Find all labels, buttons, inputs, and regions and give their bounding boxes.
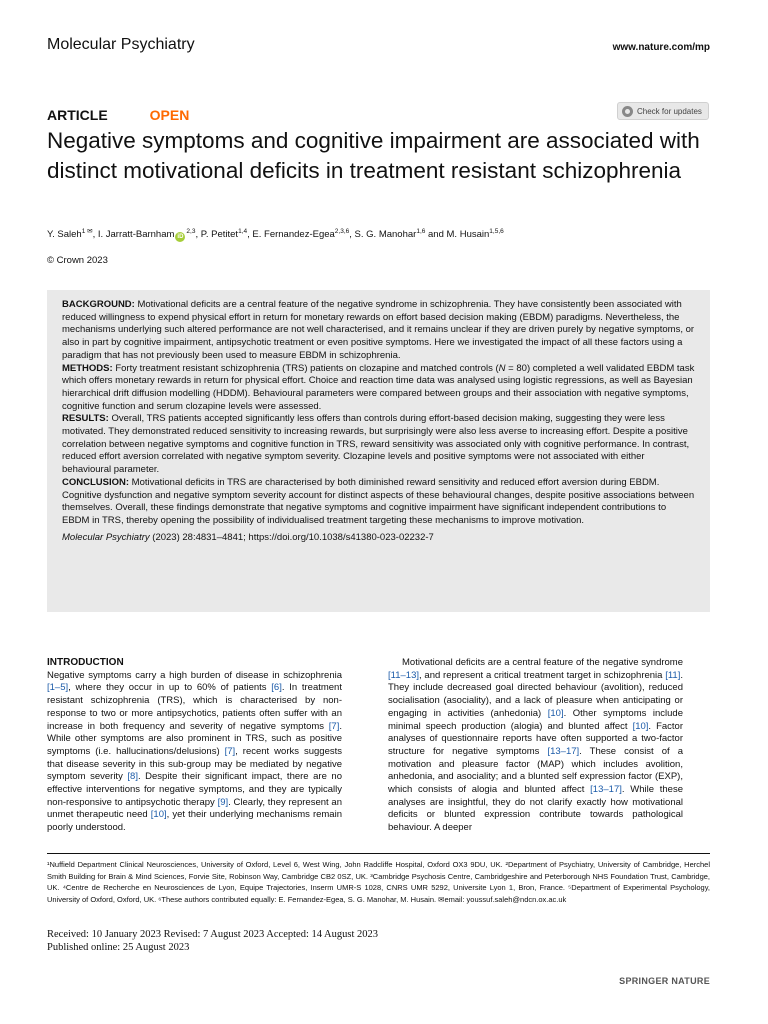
abstract-background: [62, 299, 696, 363]
journal-name: Molecular Psychiatry: [47, 36, 195, 53]
citation-journal: Molecular Psychiatry: [62, 531, 150, 543]
author-list: Y. Saleh$^{1 ✉}$, I. Jarratt-Barnham iD$^{2,3}$, P. Petitet$^{1,4}$, E. Fernandez-Egea$^{2,3,6}$, S. G. Manohar$^{1,6}$ and M. Husain$^{1,5,6}$: [47, 228, 504, 241]
abstract-results: [62, 413, 696, 477]
author-affiliation: 2,3: [186, 228, 196, 235]
reference-link[interactable]: [13–17]: [590, 784, 622, 796]
reference-link[interactable]: [11]: [665, 669, 681, 681]
article-title: Negative symptoms and cognitive impairment are associated with distinct motivational deficits in treatment resistant schizophrenia: [47, 128, 700, 183]
reference-link[interactable]: [9]: [217, 796, 229, 808]
abstract-conclusion: [62, 477, 696, 528]
copyright-notice: © Crown 2023: [47, 255, 108, 266]
section-heading-introduction: INTRODUCTION: [47, 657, 124, 668]
reference-link[interactable]: [10]: [547, 707, 564, 719]
intro-column-right: [388, 657, 683, 835]
background-label: BACKGROUND:: [62, 299, 135, 310]
published-date: Published online: 25 August 2023: [47, 942, 190, 953]
reference-link[interactable]: [13–17]: [547, 745, 580, 757]
methods-text-cont: = 80) completed a well validated EBDM task which offers monetary rewards in return for physical effort. Choice and reaction time data was analysed using logistic regressions, as well as Bayesian hierarchical drift diffusion modelling (HDDM). Behavioural parameters were compared between groups and their association with negative symptoms, cognitive function and serum clozapine levels were assessed.: [62, 362, 695, 412]
intro-paragraph-1: Negative symptoms carry a high burden of disease in schizophrenia [1–5], where they occur in up to 60% of patients [6]. In treatment resistant schizophrenia (TRS), which is characterised by non-response to two or more antipsychotics, patients often suffer with an increase in both frequency and severity of negative symptoms [7]. While other symptoms are also prominent in TRS, such as positive symptoms (i.e. hallucinations/delusions) [7], recent works suggests that disease severity in this sub-group may be mediated by negative symptom severity [8]. Despite their significant impact, there are no effective interventions for negative symptoms, and they are typically non-responsive to antipsychotic therapy [9]. Clearly, they represent an unmet therapeutic need [10], yet their underlying mechanisms remain poorly understood.: [47, 669, 343, 834]
author-name[interactable]: S. G. Manohar: [354, 229, 417, 241]
author-affiliation: 2,3,6: [334, 228, 350, 235]
methods-n: N: [498, 362, 506, 374]
conclusion-label: CONCLUSION:: [62, 476, 130, 488]
background-text: Motivational deficits are a central feature of the negative syndrome in schizophrenia. They have consistently been associated with reduced willingness to expend physical effort in return for monetary rewards on effort based decision making (EBDM) paradigms. Nevertheless, the mechanisms underlying such altered performance are not well characterised, and it remains unclear if they are driven purely by negative symptoms, or also in part by cognitive impairment, antipsychotic treatment or even positive symptoms. Here we investigated the impact of all these factors using a paradigm that has not previously been used to measure EBDM in schizophrenia.: [62, 299, 695, 361]
abstract-box: [47, 290, 710, 612]
methods-label: METHODS:: [62, 362, 113, 374]
abstract-citation: [62, 532, 696, 545]
reference-link[interactable]: [1–5]: [47, 682, 69, 694]
reference-link[interactable]: [7]: [224, 745, 236, 757]
methods-text: Forty treatment resistant schizophrenia (TRS) patients on clozapine and matched controls (: [115, 362, 499, 374]
journal-url-link[interactable]: www.nature.com/mp: [612, 42, 710, 53]
reference-link[interactable]: [10]: [150, 809, 167, 821]
footnote-divider: [47, 853, 710, 854]
intro-column-left: [47, 657, 342, 835]
conclusion-text: Motivational deficits in TRS are characterised by both diminished reward sensitivity and reduced effort aversion during EBDM. Cognitive dysfunction and negative symptom severity account for distinct aspects of these behavioural changes, despite positive associations between themselves. Overall, these findings demonstrate that negative symptoms and cognitive impairment have significant independent contributions to EBDM in TRS, thereby opening the possibility of individualised treatment targeting these mechanisms to improve motivation.: [62, 476, 695, 526]
abstract-methods: [62, 363, 696, 414]
results-text: Overall, TRS patients accepted significantly less offers than controls during effort-based decision making, suggesting they were less motivated. They demonstrated reduced sensitivity to increasing rewards, but surprisingly were also less averse to increasing effort. Despite a positive correlation between negative symptoms and cognitive function in TRS, reward sensitivity was associated only with cognitive performance. In contrast, reduced effort aversion correlated with negative symptom severity. Clozapine levels and positive symptoms were not associated with either behavioural parameter.: [62, 413, 690, 476]
publication-dates: [47, 928, 378, 954]
author-name[interactable]: M. Husain: [446, 229, 490, 241]
reference-link[interactable]: [10]: [632, 720, 649, 732]
author-name[interactable]: E. Fernandez-Egea: [252, 229, 335, 241]
author-affiliation: 1,5,6: [489, 228, 504, 235]
reference-link[interactable]: [6]: [271, 682, 282, 694]
author-name[interactable]: P. Petitet: [200, 229, 239, 241]
affiliation-footnotes: ¹Nuffield Department Clinical Neurosciences, University of Oxford, Level 6, West Wing, John Radcliffe Hospital, Oxford OX3 9DU, UK. ²Department of Psychiatry, University of Cambridge, Herchel Smith Building for Brain & Mind Sciences, Forvie Site, Robinson Way, Cambridge CB2 0SZ, UK. ³Cambridge Psychosis Centre, Cambridgeshire and Peterborough NHS Foundation Trust, Cambridge, UK. ⁴Centre de Recherche en Neurosciences de Lyon, Equipe Trajectories, Inserm UMR-S 1028, CNRS UMR 5292, Universite Lyon 1, Bron, France. ⁵Department of Experimental Psychology, University of Oxford, Oxford, UK. ⁶These authors contributed equally: E. Fernandez-Egea, S. G. Manohar, M. Husain. ✉email: youssuf.saleh@ndcn.ox.ac.uk: [47, 860, 710, 904]
publisher-logo: SPRINGER NATURE: [619, 976, 710, 986]
intro-paragraph-2: Motivational deficits are a central feature of the negative syndrome [11–13], and represent a critical treatment target in schizophrenia [11]. They include decreased goal directed behaviour (avolition), reduced socialisation (asociality), and a lack of pleasure when anticipating or engaging in activities (anhedonia) [10]. Other symptoms include minimal speech production (alogia) and blunted affect [10]. Factor analyses of questionnaire reports have often supported a two-factor structure for negative symptoms [13–17]. These consist of a motivation and pleasure factor (MAP) which includes avolition, anhedonia, and asociality; and a blunted self expression factor (EXP), which consists of alogia and blunted affect [13–17]. While these analyses are insightful, they do not clarify exactly how motivational deficits or blunted expression contribute towards pathological behaviour. A deeper: [388, 657, 683, 834]
check-for-updates-button[interactable]: [617, 102, 709, 120]
reference-link[interactable]: [8]: [127, 771, 138, 783]
orcid-icon[interactable]: iD: [177, 234, 184, 241]
results-label: RESULTS:: [62, 413, 109, 425]
received-dates: Received: 10 January 2023 Revised: 7 August 2023 Accepted: 14 August 2023: [47, 929, 378, 940]
author-affiliation: 1 ✉: [81, 228, 93, 235]
author-name[interactable]: Y. Saleh: [47, 229, 82, 241]
article-type-label: ARTICLE: [47, 107, 108, 123]
reference-link[interactable]: [7]: [328, 720, 340, 732]
open-access-label: OPEN: [149, 107, 190, 123]
author-affiliation: 1,4: [238, 228, 248, 235]
author-name[interactable]: I. Jarratt-Barnham: [97, 229, 175, 241]
citation-doi[interactable]: (2023) 28:4831–4841; https://doi.org/10.1038/s41380-023-02232-7: [149, 531, 434, 543]
crossmark-icon: [622, 106, 633, 117]
article-type-row: [47, 107, 189, 123]
check-for-updates-label: Check for updates: [637, 106, 702, 116]
reference-link[interactable]: [11–13]: [388, 669, 419, 681]
author-affiliation: 1,6: [416, 228, 426, 235]
